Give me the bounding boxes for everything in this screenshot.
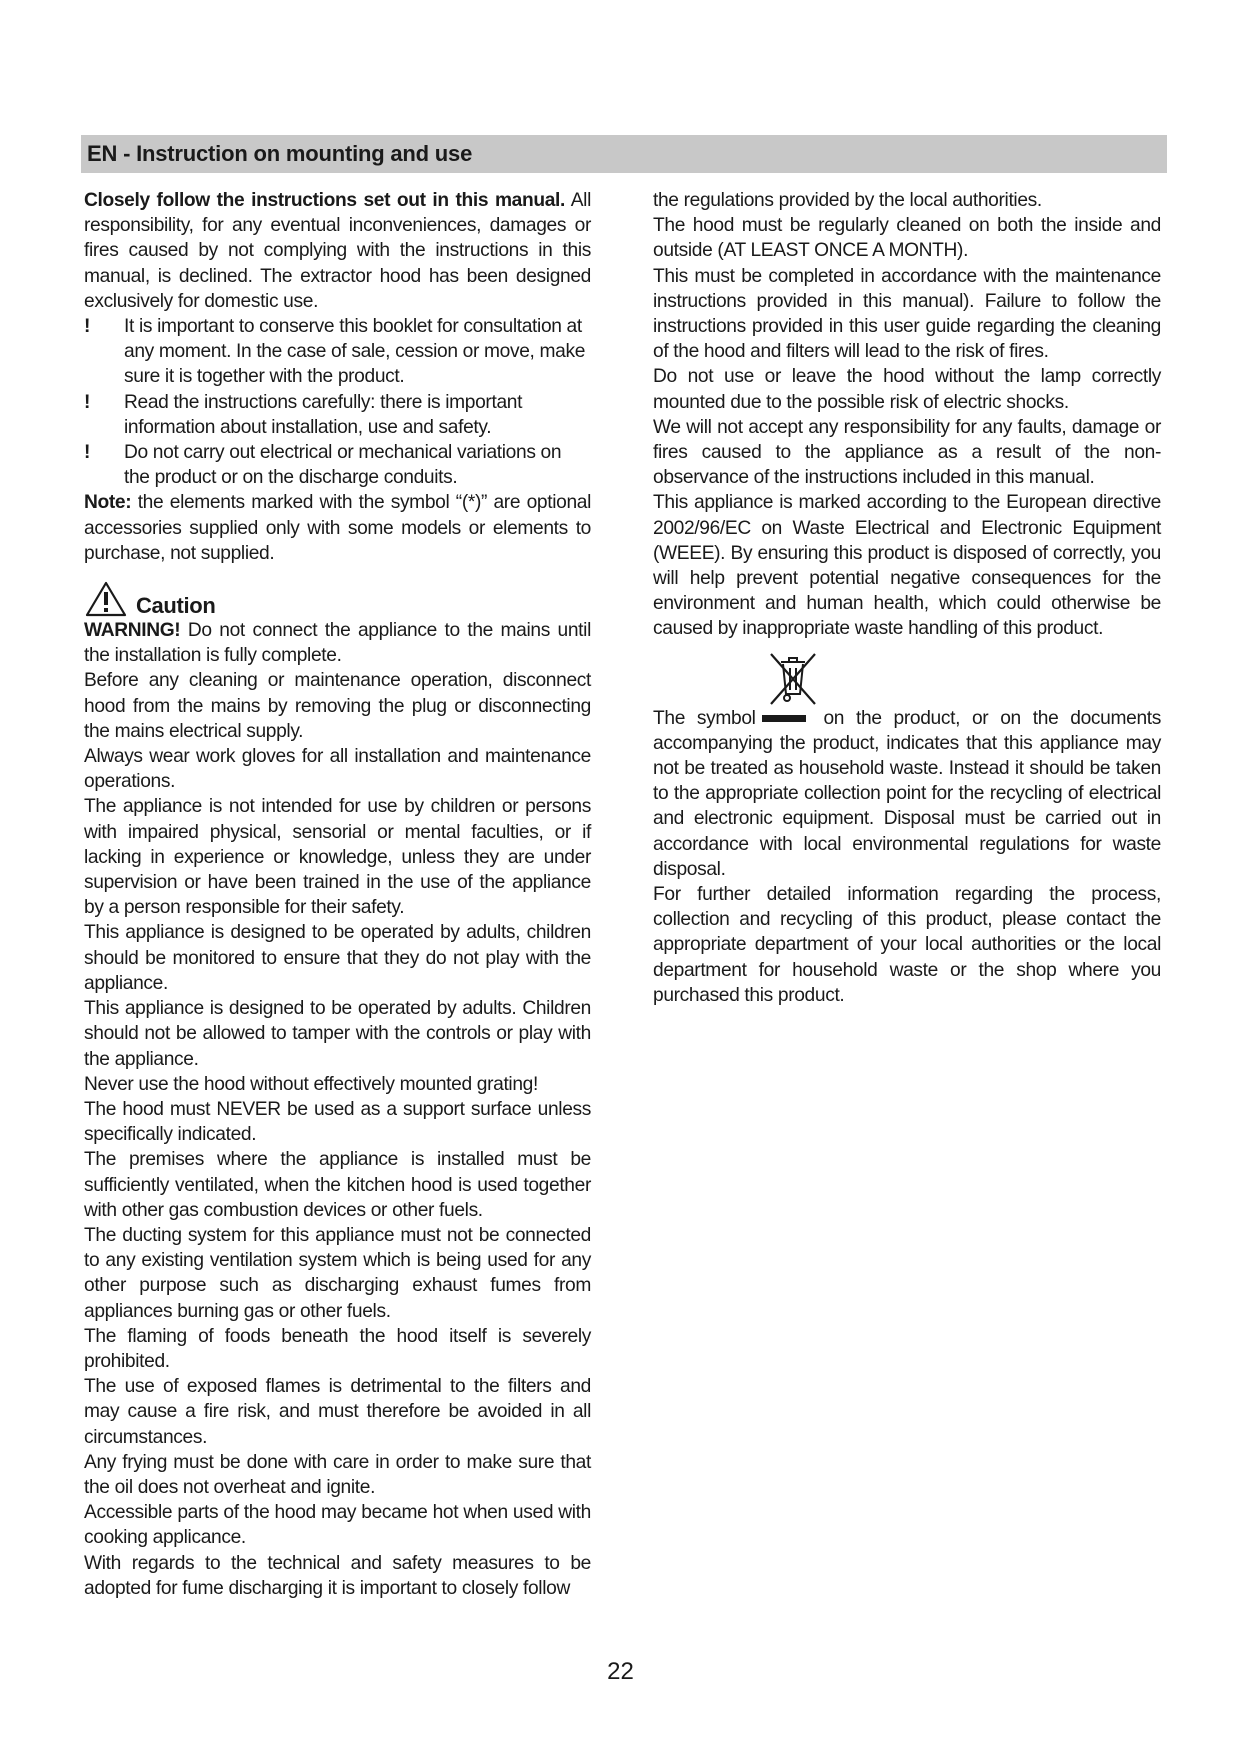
body-paragraph: The ducting system for this appliance must not be connected to any existing ventilation system which is being used for any other purpose such as discharging exhaust fumes from appliances burning gas or other fuels. bbox=[84, 1224, 591, 1322]
body-paragraph: This appliance is designed to be operated by adults. Children should not be allowed to tamper with the controls or play with the appliance. bbox=[84, 998, 591, 1070]
body-paragraph: Any frying must be done with care in order to make sure that the oil does not overheat and ignite. bbox=[84, 1451, 591, 1498]
body-paragraph: Do not use or leave the hood without the lamp correctly mounted due to the possible risk of electric shocks. bbox=[653, 366, 1161, 413]
intro-paragraph bbox=[84, 188, 591, 314]
bang-item-text: It is important to conserve this booklet for consultation at any moment. In the case of sale, cession or move, make sure it is together with the product. bbox=[124, 316, 586, 388]
body-paragraph: With regards to the technical and safety measures to be adopted for fume discharging it is important to closely follow bbox=[84, 1552, 591, 1599]
body-paragraph: For further detailed information regarding the process, collection and recycling of this product, please contact the appropriate department of your local authorities or the local department for household waste or the shop where you purchased this product. bbox=[653, 884, 1161, 1006]
intro-bold-text: Closely follow the instructions set out in this manual. bbox=[84, 190, 566, 211]
body-paragraph: Accessible parts of the hood may became hot when used with cooking applicance. bbox=[84, 1502, 591, 1549]
bang-item bbox=[84, 314, 591, 390]
body-paragraph: This appliance is designed to be operated by adults, children should be monitored to ensure that they do not play with the appliance. bbox=[84, 922, 591, 994]
bang-item-text: Do not carry out electrical or mechanical variations on the product or on the discharge conduits. bbox=[124, 442, 562, 489]
body-paragraph: We will not accept any responsibility for any faults, damage or fires caused to the appliance as a result of the non-observance of the instructions included in this manual. bbox=[653, 416, 1161, 489]
body-paragraph: the regulations provided by the local authorities. bbox=[653, 190, 1042, 211]
body-paragraph: The hood must be regularly cleaned on both the inside and outside (AT LEAST ONCE A MONTH). bbox=[653, 215, 1161, 262]
symbol-text-before: The symbol bbox=[653, 707, 756, 729]
exclamation-mark: ! bbox=[84, 391, 91, 413]
weee-symbol-row bbox=[653, 650, 1161, 706]
black-bar-icon bbox=[762, 715, 806, 722]
bang-item bbox=[84, 390, 591, 440]
page-number: 22 bbox=[607, 1658, 634, 1685]
body-paragraph: Always wear work gloves for all installation and maintenance operations. bbox=[84, 746, 591, 793]
body-paragraph: The use of exposed flames is detrimental to the filters and may cause a fire risk, and must therefore be avoided in all circumstances. bbox=[84, 1376, 591, 1448]
body-paragraph: The flaming of foods beneath the hood itself is severely prohibited. bbox=[84, 1325, 591, 1372]
warning-text: Do not connect the appliance to the mains until the installation is fully complete. bbox=[84, 620, 591, 667]
intro-text: All responsibility, for any eventual inconveniences, damages or fires caused by not complying with the instructions in this manual, is declined. The extractor hood has been designed exclusively for domestic use. bbox=[84, 190, 591, 312]
section-title: EN - Instruction on mounting and use bbox=[87, 141, 473, 166]
body-paragraph: The premises where the appliance is installed must be sufficiently ventilated, when the kitchen hood is used together with other gas combustion devices or other fuels. bbox=[84, 1149, 591, 1221]
body-paragraph: This must be completed in accordance with the maintenance instructions provided in this manual). Failure to follow the instructions provided in this user guide regarding the cleaning of the hood and filters will lead to the risk of fires. bbox=[653, 265, 1161, 363]
body-paragraph: Never use the hood without effectively mounted grating! bbox=[84, 1073, 538, 1095]
warning-label: WARNING! bbox=[84, 620, 181, 642]
bang-item-text: Read the instructions carefully: there is important information about installation, use and safety. bbox=[124, 391, 523, 438]
section-header-bar bbox=[81, 135, 1167, 173]
bang-item bbox=[84, 440, 591, 490]
warning-paragraph bbox=[84, 618, 591, 668]
caution-title: Caution bbox=[136, 593, 216, 619]
exclamation-mark: ! bbox=[84, 442, 91, 464]
body-paragraph: Before any cleaning or maintenance operation, disconnect hood from the mains by removing the plug or disconnecting the mains electrical supply. bbox=[84, 670, 591, 742]
body-paragraph: The hood must NEVER be used as a support surface unless specifically indicated. bbox=[84, 1098, 591, 1146]
left-column bbox=[84, 188, 591, 1601]
exclamation-mark: ! bbox=[84, 316, 91, 338]
crossed-out-wheelie-bin-icon bbox=[765, 650, 821, 708]
symbol-text-after: on the product, or on the documents accompanying the product, indicates that this appliance may not be treated as household waste. Instead it should be taken to the appropriate collection point for the recycling of electrical and electronic equipment. Disposal must be carried out in accordance with local environmental regulations for waste disposal. bbox=[653, 707, 1162, 880]
symbol-paragraph bbox=[653, 706, 1161, 882]
right-column bbox=[653, 188, 1161, 1008]
note-text: the elements marked with the symbol “(*)” are optional accessories supplied only with some models or elements to purchase, not supplied. bbox=[84, 492, 591, 564]
body-paragraph: This appliance is marked according to the European directive 2002/96/EC on Waste Electrical and Electronic Equipment (WEEE). By ensuring this product is disposed of correctly, you will help prevent potential negative consequences for the environment and human health, which could otherwise be caused by inappropriate waste handling of this product. bbox=[653, 492, 1161, 640]
caution-heading bbox=[84, 578, 591, 618]
note-paragraph bbox=[84, 490, 591, 566]
note-label: Note: bbox=[84, 492, 132, 514]
warning-triangle-icon bbox=[84, 580, 128, 618]
body-paragraph: The appliance is not intended for use by children or persons with impaired physical, sensorial or mental faculties, or if lacking in experience or knowledge, unless they are under supervision or have been trained in the use of the appliance by a person responsible for their safety. bbox=[84, 796, 591, 919]
